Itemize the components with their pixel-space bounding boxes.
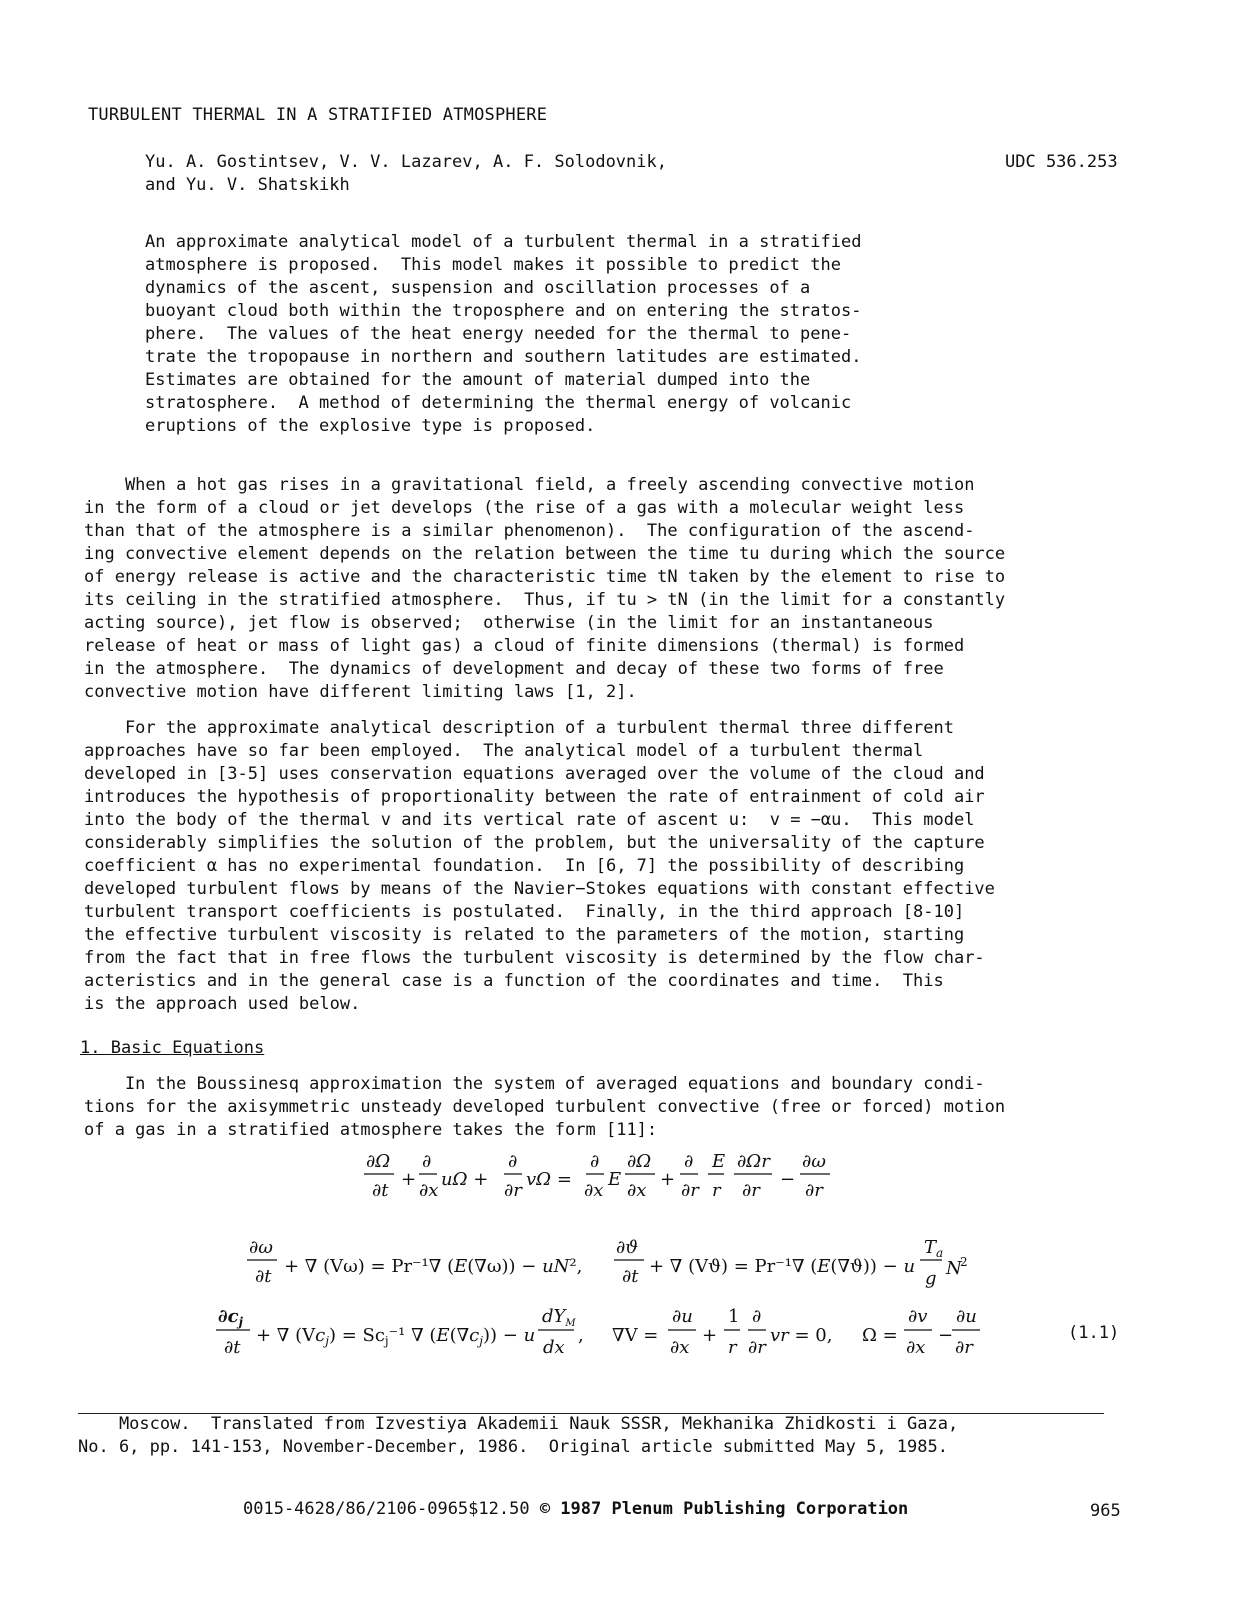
svg-text:∂t: ∂t [255,1266,272,1287]
svg-text:∂ω: ∂ω [249,1237,273,1258]
paper-title: TURBULENT THERMAL IN A STRATIFIED ATMOSPHERE [88,105,548,125]
svg-text:uΩ +: uΩ + [441,1169,489,1190]
svg-text:r: r [712,1180,721,1201]
svg-text:E: E [712,1151,726,1172]
svg-text:1: 1 [728,1306,740,1327]
equation-vorticity [364,1151,830,1201]
abstract-line: An approximate analytical model of a turbulent thermal in a stratified [145,232,862,252]
svg-text:∂: ∂ [422,1151,432,1172]
svg-text:vr = 0,: vr = 0, [770,1325,833,1346]
svg-text:∂: ∂ [752,1306,762,1327]
svg-text:∂ω: ∂ω [802,1151,826,1172]
svg-text:∂x: ∂x [419,1180,439,1201]
svg-text:−: − [780,1169,796,1190]
equation-number: (1.1) [1068,1323,1120,1343]
body-line: tions for the axisymmetric unsteady developed turbulent convective (free or forced) motion [84,1097,1006,1117]
body-line: coefficient α has no experimental foundation. In [6, 7] the possibility of describing [84,856,965,876]
body-line: its ceiling in the stratified atmosphere. Thus, if tu > tN (in the limit for a constantly [84,590,1006,610]
svg-text:∂r: ∂r [504,1180,522,1201]
publisher-line [243,1498,908,1521]
body-paragraph-2 [84,717,1124,1016]
body-line: approaches have so far been employed. The analytical model of a turbulent thermal [84,741,924,761]
svg-text:∂Ω: ∂Ω [627,1151,652,1172]
body-line: considerably simplifies the solution of the problem, but the universality of the capture [84,833,985,853]
svg-text:−: − [938,1325,954,1346]
svg-text:∂r: ∂r [742,1180,760,1201]
body-line: acting source), jet flow is observed; otherwise (in the limit for an instantaneous [84,613,934,633]
svg-text:∂t: ∂t [224,1337,241,1358]
svg-text:∂: ∂ [590,1151,600,1172]
body-line: of energy release is active and the characteristic time tN taken by the element to rise to [84,567,1006,587]
body-line: in the form of a cloud or jet develops (the rise of a gas with a molecular weight less [84,498,965,518]
svg-text:∂Ω: ∂Ω [366,1151,391,1172]
svg-text:+ ∇ (Vω) = Pr⁻¹∇ (E(∇ω)) − uN²: + ∇ (Vω) = Pr⁻¹∇ (E(∇ω)) − uN², [284,1256,583,1277]
svg-text:∂t: ∂t [372,1180,389,1201]
svg-text:∂x: ∂x [584,1180,604,1201]
svg-text:Ω =: Ω = [862,1325,898,1346]
svg-text:∂: ∂ [684,1151,694,1172]
body-line: In the Boussinesq approximation the system of averaged equations and boundary condi- [84,1074,985,1094]
authors [145,151,667,197]
svg-text:+ ∇ (Vcj) = Scj⁻¹ ∇ (E(∇cj)) −: + ∇ $(Vc_j) = Sc_j^{-1}$ ∇ $(E(\nabla c_j)) - u$ [256,1325,536,1348]
svg-text:vΩ =: vΩ = [526,1169,572,1190]
body-line: turbulent transport coefficients is postulated. Finally, in the third approach [8-10] [84,902,965,922]
svg-text:g: g [925,1268,937,1289]
svg-text:∂v: ∂v [908,1306,928,1327]
footnote-line: Moscow. Translated from Izvestiya Akademii Nauk SSSR, Mekhanika Zhidkosti i Gaza, [78,1414,959,1434]
authors-line: Yu. A. Gostintsev, V. V. Lazarev, A. F. Solodovnik, [145,152,667,172]
body-paragraph-1 [84,474,1124,704]
svg-text:+: + [401,1169,417,1190]
svg-text:dYM: $dY_M$ [542,1306,576,1329]
svg-text:∂Ωr: ∂Ωr [737,1151,770,1172]
equation-system [0,1150,1245,1370]
body-line: into the body of the thermal v and its vertical rate of ascent u: v = −αu. This model [84,810,975,830]
footnote [78,1413,1118,1459]
abstract-line: stratosphere. A method of determining the thermal energy of volcanic [145,393,852,413]
abstract-line: trate the tropopause in northern and southern latitudes are estimated. [145,347,862,367]
abstract [145,231,945,438]
svg-text:N: N [946,1258,962,1279]
abstract-line: buoyant cloud both within the troposphere and on entering the stratos- [145,301,862,321]
svg-text:∂u: ∂u [956,1306,977,1327]
svg-text:,: , [578,1325,584,1346]
section-heading: 1. Basic Equations [80,1038,265,1058]
abstract-line: Estimates are obtained for the amount of material dumped into the [145,370,811,390]
page-number: 965 [1090,1501,1121,1521]
authors-line: and Yu. V. Shatskikh [145,175,350,195]
svg-text:∂u: ∂u [672,1306,693,1327]
abstract-line: dynamics of the ascent, suspension and oscillation processes of a [145,278,811,298]
svg-text:∂x: ∂x [627,1180,647,1201]
svg-text:Ta: $T_a$ [924,1237,944,1260]
body-line: from the fact that in free flows the turbulent viscosity is determined by the flow char- [84,948,985,968]
abstract-line: phere. The values of the heat energy needed for the thermal to pene- [145,324,852,344]
svg-text:∂x: ∂x [906,1337,926,1358]
body-line: For the approximate analytical description of a turbulent thermal three different [84,718,954,738]
svg-text:∂ϑ: ∂ϑ [616,1237,639,1258]
udc-code: UDC 536.253 [1005,152,1118,172]
svg-text:E: E [608,1169,622,1190]
equation-energy [247,1237,968,1289]
footnote-line: No. 6, pp. 141-153, November-December, 1986. Original article submitted May 5, 1985. [78,1437,948,1457]
svg-text:+ ∇ (Vϑ) = Pr⁻¹∇ (E(∇ϑ)) − u: + ∇ (Vϑ) = Pr⁻¹∇ (E(∇ϑ)) − u [649,1256,916,1277]
body-line: developed turbulent flows by means of the Navier−Stokes equations with constant effective [84,879,995,899]
svg-text:∂: ∂ [508,1151,518,1172]
svg-text:∂r: ∂r [805,1180,823,1201]
svg-text:r: r [728,1337,737,1358]
svg-text:∂cj: $\partial c_j$ [218,1306,243,1329]
abstract-line: eruptions of the explosive type is proposed. [145,416,596,436]
body-line: When a hot gas rises in a gravitational field, a freely ascending convective motion [84,475,975,495]
svg-text:∂r: ∂r [681,1180,699,1201]
body-line: is the approach used below. [84,994,361,1014]
body-line: developed in [3-5] uses conservation equations averaged over the volume of the cloud and [84,764,985,784]
svg-text:∂r: ∂r [748,1337,766,1358]
svg-text:+: + [702,1325,718,1346]
body-line: the effective turbulent viscosity is related to the parameters of the motion, starting [84,925,965,945]
body-line: ing convective element depends on the relation between the time tu during which the source [84,544,1006,564]
equation-concentration [216,1306,980,1358]
svg-text:∂x: ∂x [670,1337,690,1358]
copyright-notice: © 1987 Plenum Publishing Corporation [539,1499,909,1519]
body-line: than that of the atmosphere is a similar phenomenon). The configuration of the ascend- [84,521,975,541]
svg-text:∇V =: ∇V = [612,1325,659,1346]
svg-text:∂t: ∂t [622,1266,639,1287]
body-line: introduces the hypothesis of proportionality between the rate of entrainment of cold air [84,787,985,807]
svg-text:+: + [660,1169,676,1190]
svg-text:dx: dx [543,1337,565,1358]
body-line: convective motion have different limiting laws [1, 2]. [84,682,637,702]
publication-code: 0015-4628/86/2106-0965$12.50 [243,1499,540,1519]
abstract-line: atmosphere is proposed. This model makes it possible to predict the [145,255,841,275]
svg-text:∂r: ∂r [955,1337,973,1358]
body-line: release of heat or mass of light gas) a cloud of finite dimensions (thermal) is formed [84,636,965,656]
svg-text:2: 2 [960,1255,968,1269]
body-line: in the atmosphere. The dynamics of development and decay of these two forms of free [84,659,944,679]
body-paragraph-3 [84,1073,1124,1142]
body-line: acteristics and in the general case is a function of the coordinates and time. This [84,971,944,991]
body-line: of a gas in a stratified atmosphere takes the form [11]: [84,1120,658,1140]
